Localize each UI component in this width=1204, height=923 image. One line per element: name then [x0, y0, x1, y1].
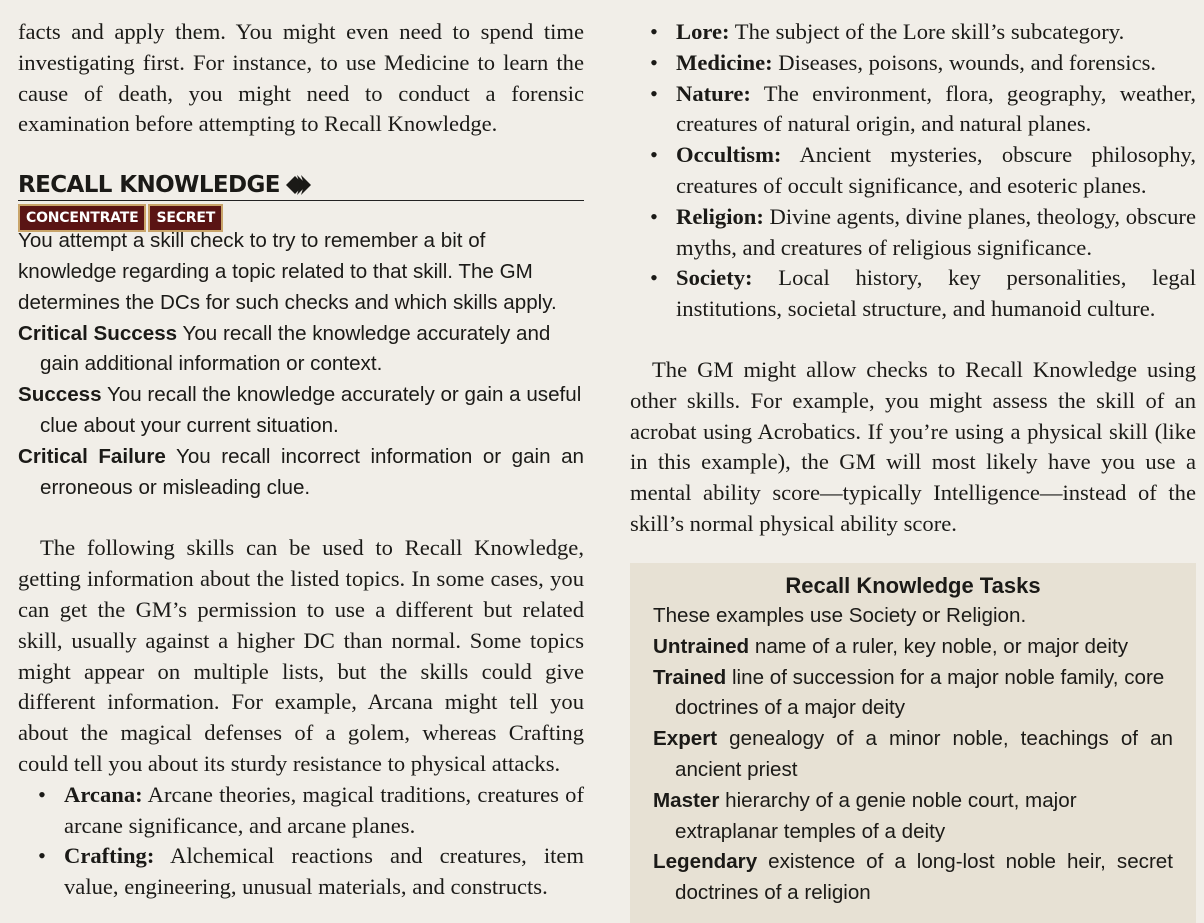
right-column	[630, 0, 1196, 540]
outcome-label: Critical Success	[18, 321, 178, 345]
left-column	[18, 0, 584, 903]
outcome-text: You recall the knowledge accurately or gain a useful clue about your current situation.	[40, 383, 582, 437]
skill-item-medicine	[630, 48, 1196, 79]
task-text: hierarchy of a genie noble court, major extraplanar temples of a deity	[675, 788, 1077, 843]
sidebar-intro: These examples use Society or Religion.	[653, 604, 1027, 627]
skill-name: Religion:	[676, 203, 764, 229]
task-text: genealogy of a minor noble, teachings of an ancient priest	[675, 727, 1173, 781]
skill-text: Arcane theories, magical traditions, creatures of arcane significance, and arcane planes.	[64, 781, 584, 838]
task-legendary	[653, 847, 1173, 909]
skill-item-lore	[630, 17, 1196, 48]
other-skills-paragraph: The GM might allow checks to Recall Knowledge using other skills. For example, you might assess the skill of an acrobat using Acrobatics. If you’re using a physical skill (like in this example), the GM will most likely have you use a mental ability score—typically Intelligence—instead of the skill’s normal physical ability score.	[630, 356, 1196, 536]
outcome-success	[18, 380, 584, 442]
bullet-icon: •	[650, 203, 658, 229]
intro-paragraph: facts and apply them. You might even need to spend time investigating first. For instance, to use Medicine to learn the cause of death, you might need to conduct a forensic examination before attempting to Recall Knowledge.	[18, 19, 584, 137]
task-expert	[653, 724, 1173, 786]
trait-secret: SECRET	[148, 204, 223, 232]
skill-list-left	[18, 780, 584, 903]
single-action-icon	[284, 172, 318, 198]
skill-text: The subject of the Lore skill’s subcategory.	[734, 19, 1125, 44]
skill-name: Occultism:	[676, 142, 782, 168]
skill-name: Society:	[676, 265, 753, 291]
outcome-label: Success	[18, 383, 102, 407]
task-master	[653, 786, 1173, 848]
outcome-critical-success	[18, 319, 584, 381]
action-heading	[18, 170, 584, 201]
skill-text: Ancient mysteries, obscure philosophy, creatures of occult significance, and esoteric planes.	[676, 142, 1197, 198]
sidebar-title: Recall Knowledge Tasks	[785, 573, 1041, 598]
task-label: Expert	[653, 727, 718, 751]
bullet-icon: •	[650, 142, 658, 168]
task-text: existence of a long-lost noble heir, secret doctrines of a religion	[675, 850, 1173, 905]
skill-name: Medicine:	[676, 49, 773, 75]
task-label: Legendary	[653, 850, 758, 874]
outcome-critical-failure	[18, 442, 584, 504]
task-label: Trained	[653, 665, 727, 689]
skill-item-arcana	[18, 780, 584, 842]
skill-text: Diseases, poisons, wounds, and forensics.	[778, 49, 1157, 75]
skill-name: Nature:	[676, 80, 751, 106]
skill-text: Divine agents, divine planes, theology, obscure myths, and creatures of religious significance.	[676, 203, 1196, 260]
bullet-icon: •	[650, 80, 658, 106]
skill-item-nature	[630, 79, 1196, 141]
skill-text: The environment, flora, geography, weather, creatures of natural origin, and natural planes.	[676, 80, 1196, 137]
task-trained	[653, 663, 1173, 725]
skills-paragraph: The following skills can be used to Recall Knowledge, getting information about the listed topics. In some cases, you can get the GM’s permission to use a different but related skill, usually against a higher DC than normal. Some topics might appear on multiple lists, but the skills could give different information. For example, Arcana might tell you about the magical defenses of a golem, whereas Crafting could tell you about its sturdy resistance to physical attacks.	[18, 535, 584, 776]
outcome-label: Critical Failure	[18, 444, 166, 468]
skill-text: Alchemical reactions and creatures, item value, engineering, unusual materials, and constructs.	[64, 843, 585, 900]
task-text: line of succession for a major noble family, core doctrines of a major deity	[675, 665, 1165, 720]
bullet-icon: •	[38, 843, 46, 869]
skill-item-religion	[630, 202, 1196, 264]
bullet-icon: •	[38, 781, 46, 807]
skill-text: Local history, key personalities, legal institutions, societal structure, and humanoid culture.	[676, 265, 1196, 322]
action-description: You attempt a skill check to try to remember a bit of knowledge regarding a topic related to that skill. The GM determines the DCs for such checks and which skills apply.	[18, 229, 557, 314]
task-label: Untrained	[653, 634, 750, 658]
skill-list-right	[630, 17, 1196, 325]
task-label: Master	[653, 788, 720, 812]
skill-name: Lore:	[676, 19, 730, 44]
bullet-icon: •	[650, 19, 658, 44]
bullet-icon: •	[650, 49, 658, 75]
trait-concentrate: CONCENTRATE	[18, 204, 146, 232]
skill-item-society	[630, 263, 1196, 325]
skill-name: Crafting:	[64, 843, 155, 869]
skill-item-occultism	[630, 140, 1196, 202]
bullet-icon: •	[650, 265, 658, 291]
skill-item-crafting	[18, 841, 584, 903]
action-title: RECALL KNOWLEDGE	[18, 172, 280, 199]
task-untrained	[653, 632, 1173, 663]
recall-knowledge-tasks-sidebar	[630, 563, 1196, 923]
outcome-text: You recall the knowledge accurately and gain additional information or context.	[40, 321, 551, 376]
outcome-text: You recall incorrect information or gain an erroneous or misleading clue.	[40, 444, 584, 499]
task-text: name of a ruler, key noble, or major deity	[754, 634, 1129, 658]
skill-name: Arcana:	[64, 781, 143, 807]
